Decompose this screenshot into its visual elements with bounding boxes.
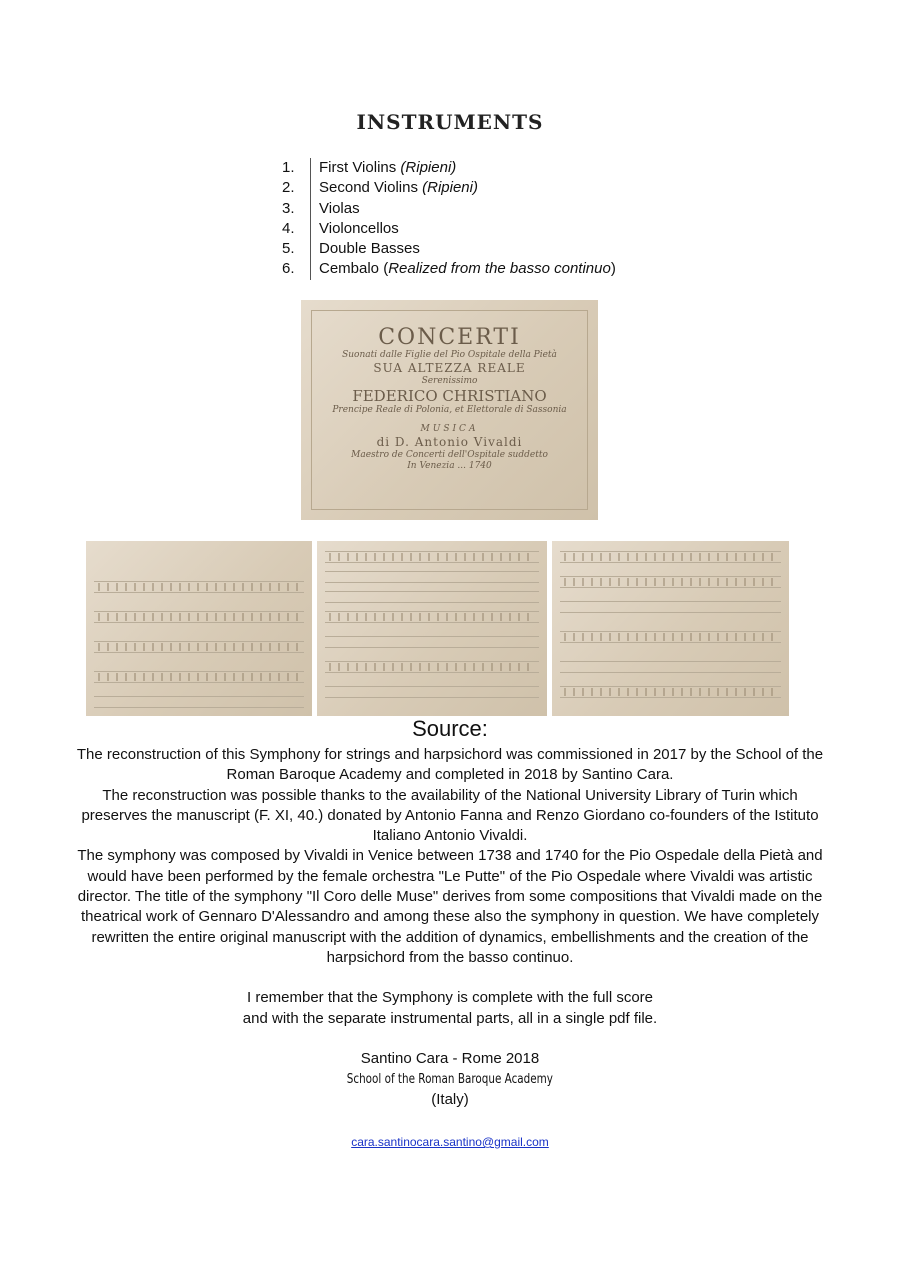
notes <box>98 673 300 681</box>
notes <box>98 643 300 651</box>
notes <box>329 613 535 621</box>
staff-line <box>560 661 781 673</box>
instrument-name: Cembalo (Realized from the basso continuo) <box>310 259 616 279</box>
notes <box>98 613 300 621</box>
list-number: 1. <box>282 159 295 176</box>
staff-line <box>94 696 304 708</box>
staff-line <box>325 636 539 648</box>
instrument-name: Double Basses <box>310 239 420 259</box>
email-container <box>0 1135 900 1149</box>
list-number: 5. <box>282 240 295 258</box>
staff-line <box>325 571 539 583</box>
cover-line: MUSICA <box>420 424 479 434</box>
cover-line: Serenissimo <box>421 376 478 386</box>
instrument-name: Violas <box>310 199 360 219</box>
instrument-name: Second Violins (Ripieni) <box>310 178 478 198</box>
manuscript-page-image <box>552 541 789 716</box>
instrument-list <box>282 158 682 280</box>
staff-line <box>325 686 539 698</box>
list-number: 2. <box>282 179 295 197</box>
paragraph: The symphony was composed by Vivaldi in Venice between 1738 and 1740 for the Pio Ospedale della Pietà and would have been performed by the female orchestra "Le Putte" of the Pio Ospedale where Vivaldi was artistic director. The title of the symphony "Il Coro delle Muse" derives from some compositions that Vivaldi made on the theatrical work of Gennaro D'Alessandro and among these also the symphony in question. We have completely rewritten the entire original manuscript with the addition of dynamics, embellishments and the creation of the harpsichord from the basso continuo. <box>77 847 823 966</box>
page-title: INSTRUMENTS <box>356 110 544 134</box>
signature-country: (Italy) <box>431 1091 469 1109</box>
manuscript-cover-image <box>301 300 598 520</box>
cover-line: CONCERTI <box>378 325 521 350</box>
manuscript-page-image <box>317 541 547 716</box>
manuscript-page-image <box>86 541 312 716</box>
staff-line <box>325 591 539 603</box>
list-number: 6. <box>282 260 295 278</box>
cover-line: Maestro de Concerti dell'Ospitale suddetto <box>351 450 548 460</box>
notes <box>329 553 535 561</box>
list-item <box>282 199 682 219</box>
list-number: 4. <box>282 219 295 237</box>
list-item <box>282 219 682 239</box>
paragraph: The reconstruction was possible thanks to the availability of the National University Library of Turin which preserves the manuscript (F. XI, 40.) donated by Antonio Fanna and Renzo Giordano co-founders of the Istituto Italiano Antonio Vivaldi. <box>81 786 819 845</box>
notes <box>564 553 777 561</box>
cover-line: SUA ALTEZZA REALE <box>373 361 526 375</box>
note-line: I remember that the Symphony is complete with the full score <box>246 989 653 1007</box>
source-body <box>70 745 830 1111</box>
paragraph: The reconstruction of this Symphony for strings and harpsichord was commissioned in 2017 by the School of the Roman Baroque Academy and completed in 2018 by Santino Cara. <box>76 746 824 784</box>
cover-line: di D. Antonio Vivaldi <box>376 435 523 449</box>
list-item <box>282 259 682 279</box>
list-item <box>282 158 682 178</box>
notes <box>329 663 535 671</box>
cover-text <box>301 326 598 472</box>
staff-line <box>560 601 781 613</box>
cover-line: FEDERICO CHRISTIANO <box>352 387 547 405</box>
cover-line: In Venezia ... 1740 <box>407 461 492 471</box>
notes <box>564 688 777 696</box>
cover-line: Prencipe Reale di Polonia, et Elettorale di Sassonia <box>332 405 567 415</box>
notes <box>564 633 777 641</box>
instrument-name: Violoncellos <box>310 219 399 239</box>
instrument-name: First Violins (Ripieni) <box>310 158 456 178</box>
list-number: 3. <box>282 199 295 217</box>
list-item <box>282 239 682 259</box>
email-link[interactable]: cara.santinocara.santino@gmail.com <box>351 1135 549 1149</box>
source-heading: Source: <box>412 716 488 741</box>
signature-academy: School of the Roman Baroque Academy <box>346 1072 554 1088</box>
list-item <box>282 178 682 198</box>
signature-name: Santino Cara - Rome 2018 <box>360 1049 540 1067</box>
cover-line: Suonati dalle Figlie del Pio Ospitale della Pietà <box>342 350 557 360</box>
notes <box>98 583 300 591</box>
note-line: and with the separate instrumental parts, all in a single pdf file. <box>242 1009 658 1027</box>
notes <box>564 578 777 586</box>
